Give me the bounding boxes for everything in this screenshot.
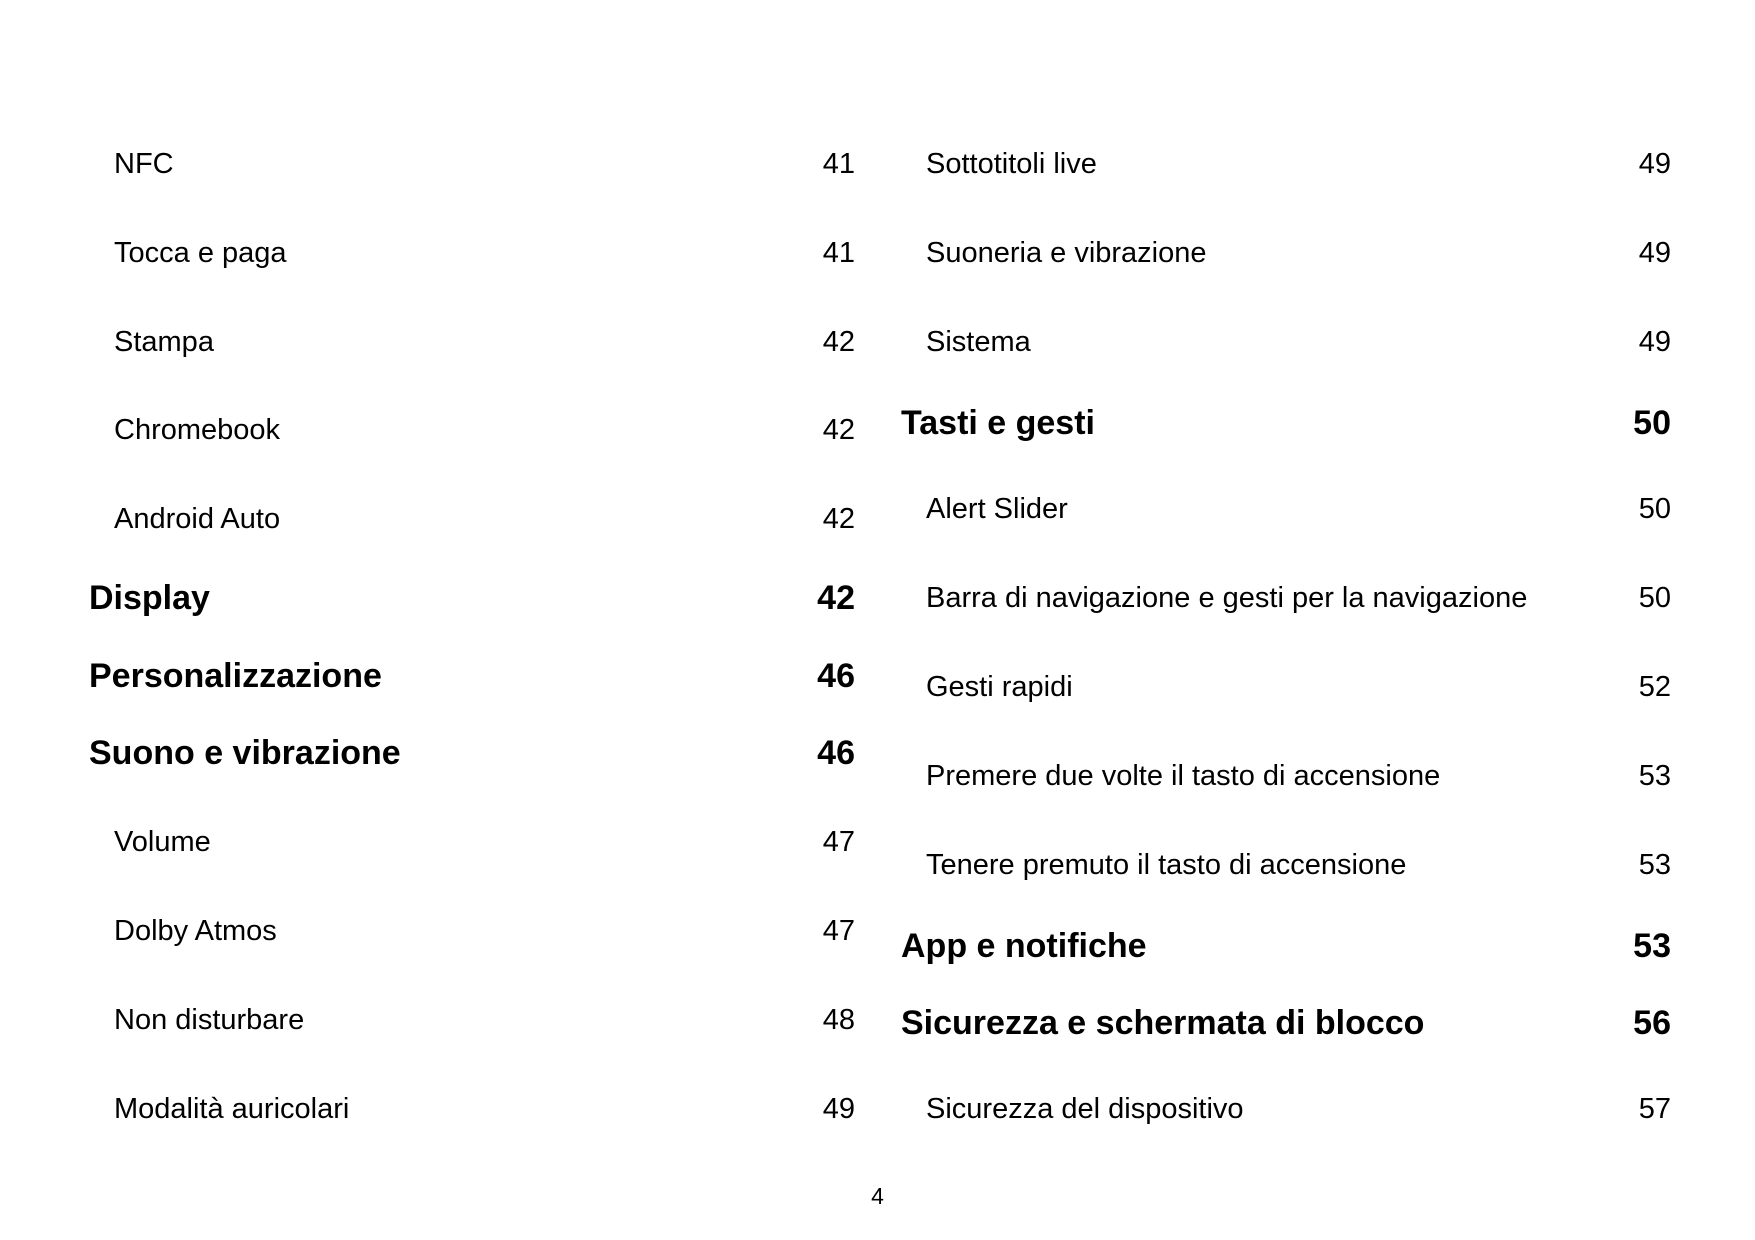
toc-page-number: 46	[817, 734, 855, 772]
page-number: 4	[871, 1183, 884, 1209]
toc-subsection-title: Barra di navigazione e gesti per la navigazione	[926, 582, 1528, 614]
toc-subsection-title: Volume	[114, 826, 211, 858]
toc-section-title: App e notifiche	[901, 927, 1147, 965]
toc-subsection-title: Non disturbare	[114, 1004, 305, 1036]
toc-subsection-title: Alert Slider	[926, 493, 1068, 525]
toc-subsection-title: Dolby Atmos	[114, 915, 277, 947]
toc-page-number: 56	[1633, 1004, 1671, 1042]
toc-page-number: 50	[1638, 582, 1671, 614]
toc-subsection-title: Stampa	[114, 326, 214, 358]
toc-subsection-title: Tenere premuto il tasto di accensione	[926, 849, 1407, 881]
toc-section-title: Tasti e gesti	[901, 404, 1095, 442]
toc-page-number: 42	[822, 326, 855, 358]
toc-page-number: 49	[1638, 237, 1671, 269]
toc-section-title: Display	[89, 579, 210, 617]
toc-page-number: 50	[1638, 493, 1671, 525]
toc-page-number: 53	[1638, 760, 1671, 792]
toc-subsection-title: Modalità auricolari	[114, 1093, 350, 1125]
toc-page-number: 47	[822, 915, 855, 947]
toc-page-number: 50	[1633, 404, 1671, 442]
toc-page-number: 42	[822, 503, 855, 535]
toc-page-number: 49	[1638, 148, 1671, 180]
toc-subsection-title: Sicurezza del dispositivo	[926, 1093, 1244, 1125]
toc-section-title: Personalizzazione	[89, 657, 382, 695]
toc-subsection-title: Suoneria e vibrazione	[926, 237, 1207, 269]
toc-subsection-title: Sottotitoli live	[926, 148, 1097, 180]
toc-page-number: 53	[1638, 849, 1671, 881]
toc-section-title: Suono e vibrazione	[89, 734, 401, 772]
toc-page-number: 49	[822, 1093, 855, 1125]
toc-subsection-title: Android Auto	[114, 503, 281, 535]
toc-page-number: 46	[817, 657, 855, 695]
toc-section-title: Sicurezza e schermata di blocco	[901, 1004, 1425, 1042]
toc-page-number: 42	[817, 579, 855, 617]
toc-page-number: 49	[1638, 326, 1671, 358]
toc-page-number: 57	[1638, 1093, 1671, 1125]
toc-page-number: 41	[822, 148, 855, 180]
toc-page-number: 42	[822, 414, 855, 446]
toc-page-number: 47	[822, 826, 855, 858]
toc-subsection-title: Gesti rapidi	[926, 671, 1073, 703]
toc-page-number: 53	[1633, 927, 1671, 965]
toc-page-number: 52	[1638, 671, 1671, 703]
toc-page-number: 41	[822, 237, 855, 269]
toc-subsection-title: Premere due volte il tasto di accensione	[926, 760, 1441, 792]
toc-subsection-title: Sistema	[926, 326, 1031, 358]
toc-subsection-title: NFC	[114, 148, 174, 180]
toc-subsection-title: Tocca e paga	[114, 237, 287, 269]
toc-subsection-title: Chromebook	[114, 414, 281, 446]
toc-page-number: 48	[822, 1004, 855, 1036]
